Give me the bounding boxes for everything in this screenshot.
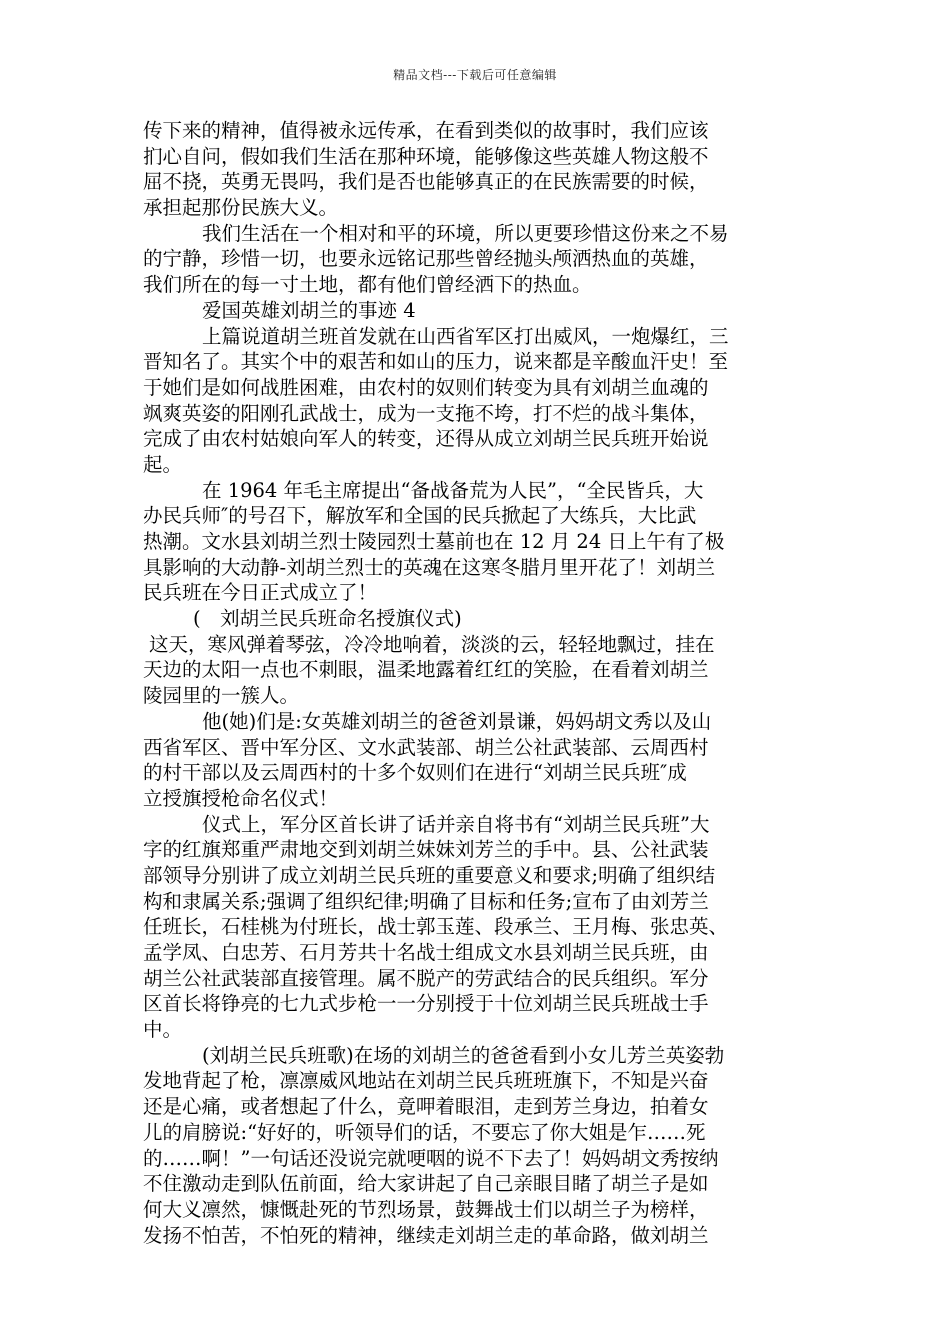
text-line: 热潮。文水县刘胡兰烈士陵园烈士墓前也在 12 月 24 日上午有了极: [143, 530, 725, 553]
text-line: 屈不挠，英勇无畏吗，我们是否也能够真正的在民族需要的时候，: [143, 170, 709, 194]
text-line: 中。: [143, 1018, 183, 1042]
text-line: 起。: [143, 452, 183, 476]
text-line: 的村干部以及云周西村的十多个奴则们在进行“刘胡兰民兵班″成: [143, 761, 687, 785]
text-line: 还是心痛，或者想起了什么，竟呷着眼泪，走到芳兰身边，拍着女: [143, 1095, 709, 1119]
text-line: 孟学凤、白忠芳、石月芳共十名战士组成文水县刘胡兰民兵班，由: [143, 941, 709, 964]
body-text: [143, 118, 823, 1248]
text-line: 陵园里的一簇人。: [143, 684, 300, 708]
paragraph-start-line: 这天，寒风弹着琴弦，冷冷地响着，淡淡的云，轻轻地飘过，挂在: [149, 632, 715, 656]
text-line: 办民兵师″的号召下，解放军和全国的民兵掀起了大练兵，大比武: [143, 504, 697, 528]
paragraph-start-line: 他(她)们是:女英雄刘胡兰的爸爸刘景谦，妈妈胡文秀以及山: [202, 709, 712, 733]
paragraph-start-line: 在 1964 年毛主席提出“备战备荒为人民”，“全民皆兵，大: [202, 478, 704, 502]
text-line: 传下来的精神，值得被永远传承，在看到类似的故事时，我们应该: [143, 119, 709, 142]
text-line: 完成了由农村姑娘向军人的转变，还得从成立刘胡兰民兵班开始说: [143, 427, 709, 451]
text-line: 我们所在的每一寸土地，都有他们曾经洒下的热血。: [143, 273, 592, 297]
text-line: 构和隶属关系;强调了组织纪律;明确了目标和任务;宣布了由刘芳兰: [143, 889, 709, 913]
text-line: 发地背起了枪，凛凛威风地站在刘胡兰民兵班班旗下，不知是兴奋: [143, 1069, 709, 1093]
section-heading: 爱国英雄刘胡兰的事迹 4: [202, 298, 416, 322]
text-line: 发扬不怕苦，不怕死的精神，继续走刘胡兰走的革命路，做刘胡兰: [143, 1223, 709, 1247]
paragraph-start-line: 我们生活在一个相对和平的环境，所以更要珍惜这份来之不易: [202, 221, 729, 245]
text-line: 于她们是如何战胜困难，由农村的奴则们转变为具有刘胡兰血魂的: [143, 375, 709, 399]
text-line: 承担起那份民族大义。: [143, 196, 339, 220]
text-line: 的宁静，珍惜一切，也要永远铭记那些曾经抛头颅洒热血的英雄，: [143, 247, 709, 271]
text-line: 西省军区、晋中军分区、文水武装部、胡兰公社武装部、云周西村: [143, 735, 709, 759]
text-line: 不住激动走到队伍前面，给大家讲起了自己亲眼目睹了胡兰子是如: [143, 1172, 709, 1196]
text-line: 具影响的大动静-刘胡兰烈士的英魂在这寒冬腊月里开花了！刘胡兰: [143, 555, 716, 579]
text-line: 立授旗授枪命名仪式！: [143, 786, 339, 810]
paragraph-start-line: 仪式上，军分区首长讲了话并亲自将书有“刘胡兰民兵班”大: [202, 812, 710, 836]
paragraph-start-line: 上篇说道胡兰班首发就在山西省军区打出威风，一炮爆红，三: [202, 324, 729, 348]
text-line: 民兵班在今日正式成立了！: [143, 581, 378, 605]
text-line: 部领导分别讲了成立刘胡兰民兵班的重要意义和要求;明确了组织结: [143, 863, 716, 887]
text-line: 任班长，石桂桃为付班长，战士郭玉莲、段承兰、王月梅、张忠英、: [143, 915, 729, 939]
caption-line: ( 刘胡兰民兵班命名授旗仪式): [193, 607, 462, 631]
text-line: 儿的肩膀说:“好好的，听领导们的话，不要忘了你大姐是乍……死: [143, 1120, 706, 1144]
text-line: 区首长将铮亮的七九式步枪一一分别授于十位刘胡兰民兵班战士手: [143, 992, 709, 1016]
text-line: 胡兰公社武装部直接管理。属不脱产的劳武结合的民兵组织。军分: [143, 966, 709, 990]
text-line: 何大义凛然，慷慨赴死的节烈场景，鼓舞战士们以胡兰子为榜样，: [143, 1197, 709, 1221]
text-line: 晋知名了。其实个中的艰苦和如山的压力，说来都是辛酸血汗史！至: [143, 350, 729, 374]
text-line: 的……啊！”一句话还没说完就哽咽的说不下去了！妈妈胡文秀按纳: [143, 1146, 719, 1170]
page-header: 精品文档---下载后可任意编辑: [393, 68, 557, 82]
paragraph-start-line: (刘胡兰民兵班歌)在场的刘胡兰的爸爸看到小女儿芳兰英姿勃: [202, 1043, 725, 1067]
text-line: 天边的太阳一点也不刺眼，温柔地露着红红的笑脸，在看着刘胡兰: [143, 658, 709, 682]
text-line: 扪心自问，假如我们生活在那种环境，能够像这些英雄人物这般不: [143, 144, 709, 168]
text-line: 字的红旗郑重严肃地交到刘胡兰妹妹刘芳兰的手中。县、公社武装: [143, 838, 709, 862]
text-line: 飒爽英姿的阳刚孔武战士，成为一支拖不垮，打不烂的战斗集体，: [143, 401, 709, 425]
